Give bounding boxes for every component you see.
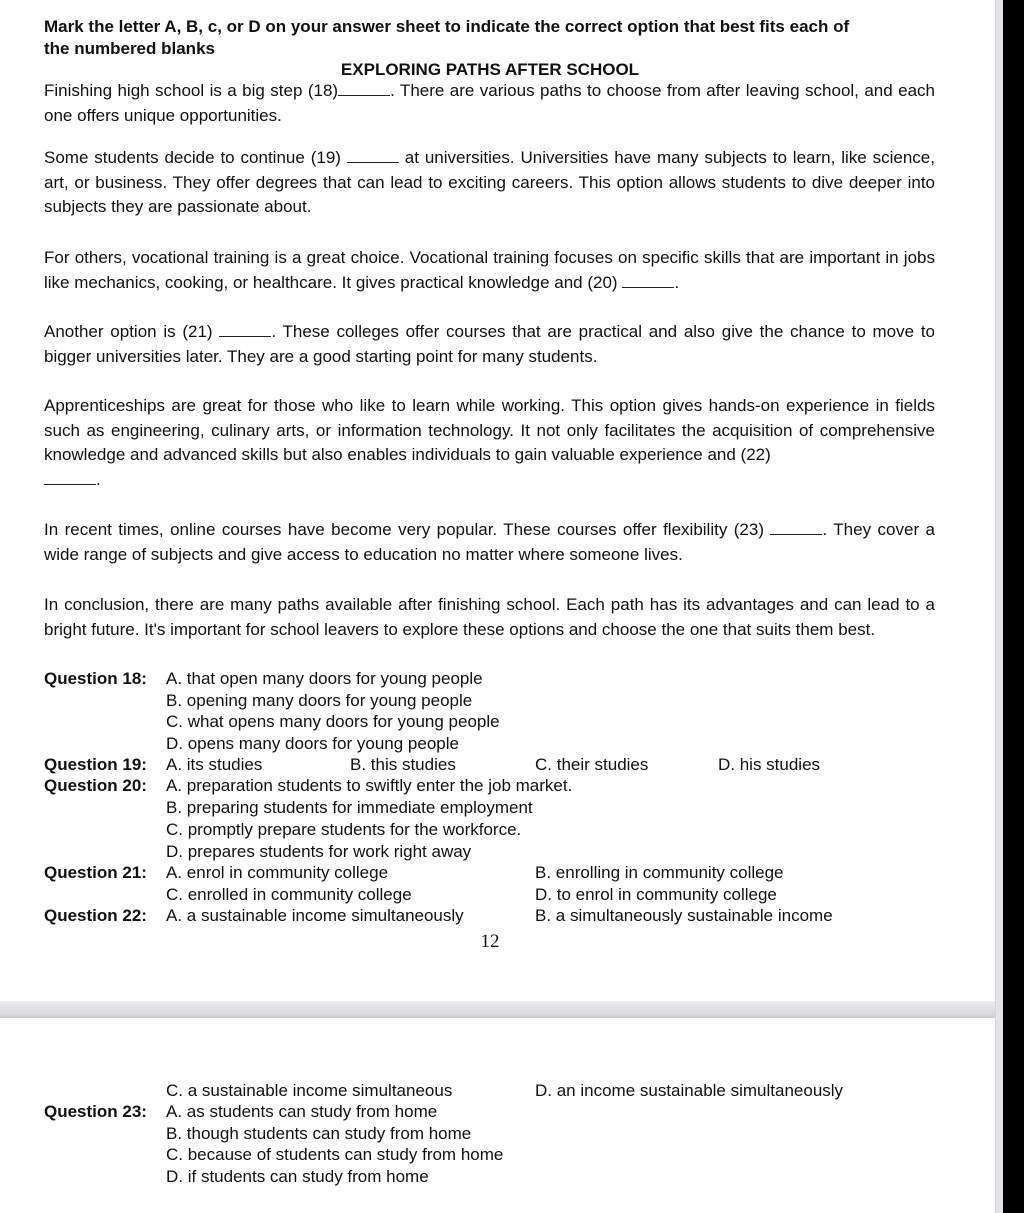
question-21-option-c: C. enrolled in community college — [166, 885, 412, 904]
page-break — [0, 1001, 1002, 1018]
question-22-label: Question 22: — [44, 906, 147, 925]
paragraph-1 — [44, 79, 935, 128]
question-18-label: Question 18: — [44, 669, 147, 688]
question-19-option-a: A. its studies — [166, 755, 263, 774]
paragraph-2-text-a: Some students decide to continue (19) — [44, 148, 347, 167]
question-20-option-a: A. preparation students to swiftly enter the job market. — [166, 776, 573, 795]
question-19-option-c: C. their studies — [535, 755, 649, 774]
paragraph-6-text-b: . They cover a wide range of subjects and give access to education no matter where someone lives. — [44, 520, 935, 564]
question-21-option-a: A. enrol in community college — [166, 863, 389, 882]
blank-20 — [622, 273, 674, 288]
question-18-option-c: C. what opens many doors for young people — [166, 712, 500, 731]
question-23-option-a: A. as students can study from home — [166, 1102, 438, 1121]
paragraph-4-text-b: . These colleges offer courses that are practical and also give the chance to move to bigger universities later. They are a good starting point for many students. — [44, 322, 935, 366]
question-20-option-c: C. promptly prepare students for the workforce. — [166, 820, 522, 839]
question-20-label: Question 20: — [44, 776, 147, 795]
paragraph-1-text-b: . There are various paths to choose from after leaving school, and each one offers unique opportunities. — [44, 81, 935, 125]
paragraph-4 — [44, 320, 935, 369]
paragraph-5-text-b: . — [96, 470, 101, 490]
instruction-line-2: the numbered blanks — [44, 39, 215, 58]
question-21-option-d: D. to enrol in community college — [535, 885, 777, 904]
paragraph-1-text-a: Finishing high school is a big step (18) — [44, 81, 339, 100]
question-23-option-b: B. though students can study from home — [166, 1124, 472, 1143]
blank-19 — [347, 148, 399, 163]
blank-21 — [219, 322, 271, 337]
paragraph-2-text-b: at universities. Universities have many subjects to learn, like science, art, or business. They offer degrees that can lead to exciting careers. This option allows students to dive deeper into subjects they are passionate about. — [44, 148, 935, 217]
blank-18 — [338, 81, 390, 96]
paragraph-3-text-b: . — [674, 272, 680, 292]
question-20-option-b: B. preparing students for immediate employment — [166, 798, 533, 817]
paragraph-6-text-a: In recent times, online courses have become very popular. These courses offer flexibility (23) — [44, 520, 771, 539]
question-18-option-a: A. that open many doors for young people — [166, 669, 483, 688]
question-23-label: Question 23: — [44, 1102, 147, 1121]
instruction-line-1: Mark the letter A, B, c, or D on your answer sheet to indicate the correct option that best fits each of — [44, 17, 850, 36]
paragraph-5 — [44, 394, 935, 493]
paragraph-3-text-a: For others, vocational training is a great choice. Vocational training focuses on specific skills that are important in jobs like mechanics, cooking, or healthcare. It gives practical knowledge and (20) — [44, 248, 935, 292]
paragraph-7: In conclusion, there are many paths available after finishing school. Each path has its advantages and can lead to a bright future. It's important for school leavers to explore these options and choose the one that suits them best. — [44, 595, 935, 639]
question-20-option-d: D. prepares students for work right away — [166, 842, 472, 861]
scrollbar-track[interactable] — [995, 0, 1003, 1213]
paragraph-6 — [44, 518, 935, 567]
question-22-option-c: C. a sustainable income simultaneous — [166, 1081, 453, 1100]
paragraph-3 — [44, 246, 935, 295]
question-22-option-a: A. a sustainable income simultaneously — [166, 906, 464, 925]
blank-23 — [770, 520, 822, 535]
question-21-option-b: B. enrolling in community college — [535, 863, 784, 882]
question-18-option-b: B. opening many doors for young people — [166, 691, 473, 710]
question-19-label: Question 19: — [44, 755, 147, 774]
passage-title: EXPLORING PATHS AFTER SCHOOL — [340, 60, 640, 79]
question-22-option-d: D. an income sustainable simultaneously — [535, 1081, 844, 1100]
blank-22 — [44, 470, 96, 485]
question-19-option-d: D. his studies — [718, 755, 821, 774]
paragraph-5-text-a: Apprenticeships are great for those who like to learn while working. This option gives hands-on experience in fields such as engineering, culinary arts, or information technology. It not only facilitates the acquisition of comprehensive knowledge and advanced skills but also enables individuals to gain valuable experience and (22) — [44, 396, 935, 465]
document-page-bottom — [0, 1018, 995, 1213]
page-number: 12 — [480, 931, 500, 952]
question-22-option-b: B. a simultaneously sustainable income — [535, 906, 833, 925]
question-23-option-d: D. if students can study from home — [166, 1167, 429, 1186]
question-21-label: Question 21: — [44, 863, 147, 882]
paragraph-4-text-a: Another option is (21) — [44, 322, 220, 341]
question-19-option-b: B. this studies — [350, 755, 456, 774]
question-23-option-c: C. because of students can study from home — [166, 1145, 504, 1164]
paragraph-2 — [44, 146, 935, 220]
question-18-option-d: D. opens many doors for young people — [166, 734, 459, 753]
